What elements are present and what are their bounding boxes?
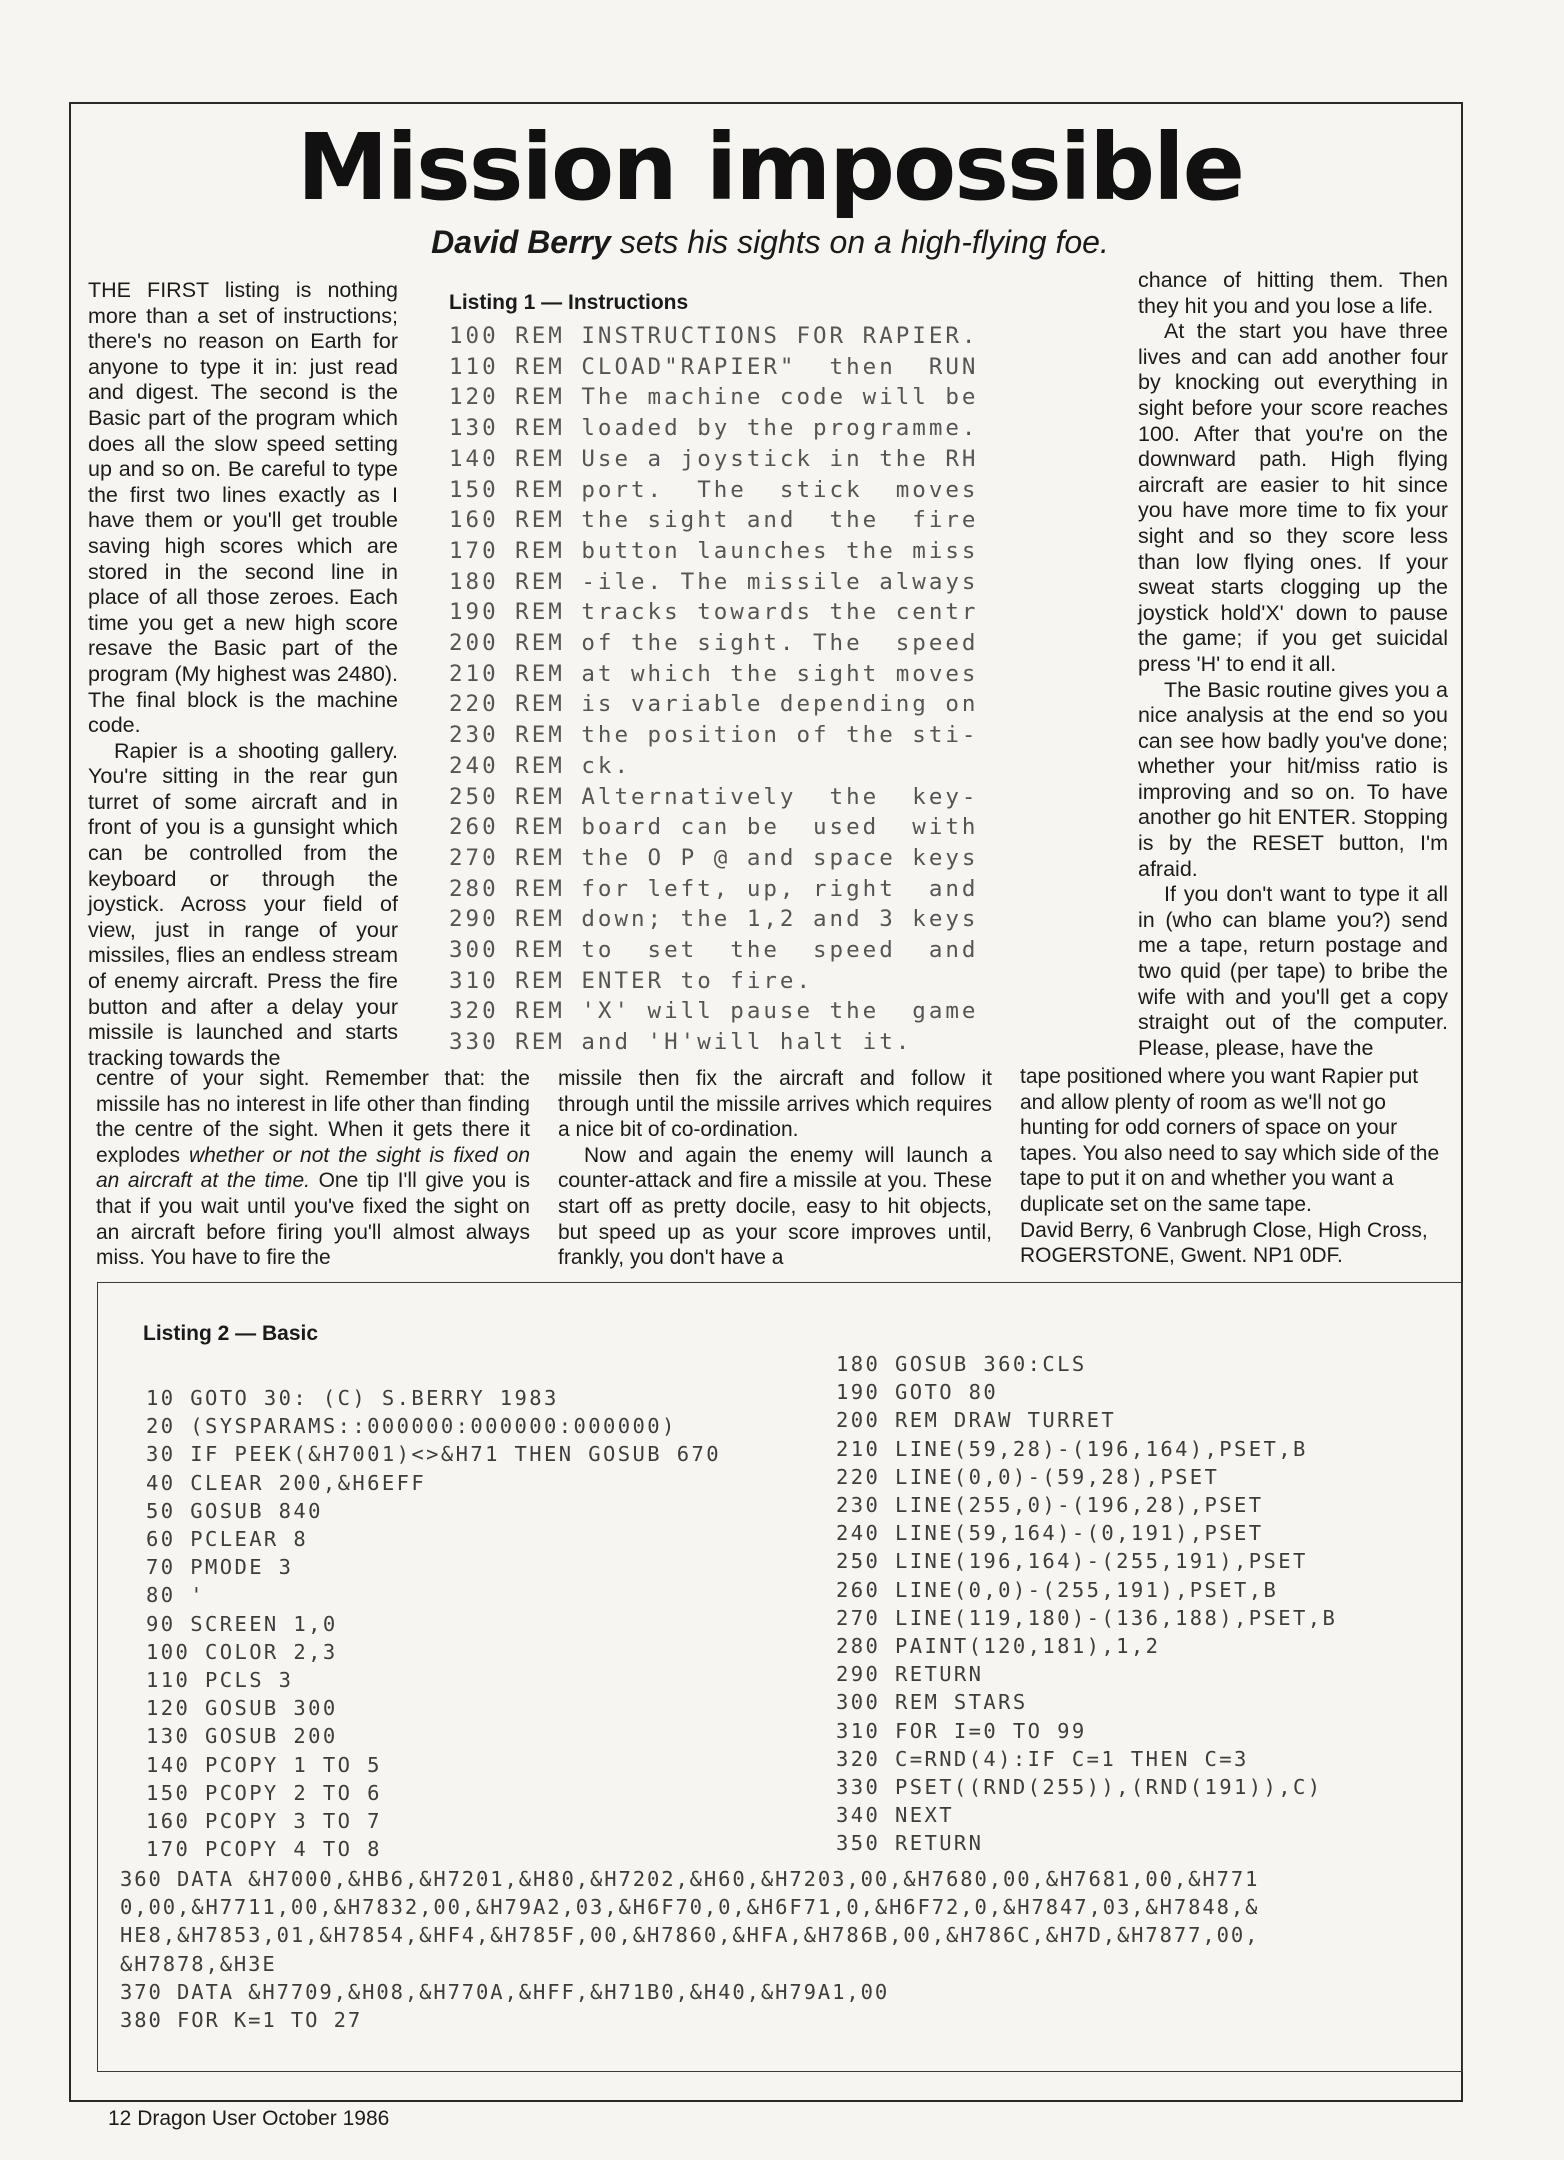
paragraph: Rapier is a shooting gallery. You're sitting in the rear gun turret of some aircraft and in front of you is a gunsight which can be controlled from the keyboard or through the joystick. Across your field of view, just in range of your missiles, flies an endless stream of enemy aircraft. Press the fire button and after a delay your missile is launched and starts tracking towards the xyxy=(88,738,398,1070)
code-line: 340 NEXT xyxy=(836,1803,954,1828)
subtitle-text: sets his sights on a high-flying foe. xyxy=(610,224,1109,260)
code-line: 110 PCLS 3 xyxy=(146,1668,294,1693)
text-span: One tip I'll give you is that if you wait until you've fixed the sight on an aircraft before firing you'll almost always miss. You have to fire the xyxy=(96,1169,530,1270)
code-line: 240 LINE(59,164)-(0,191),PSET xyxy=(836,1521,1264,1546)
code-line: 20 (SYSPARAMS::000000:000000:000000) xyxy=(146,1414,677,1439)
code-line: 310 FOR I=0 TO 99 xyxy=(836,1718,1087,1743)
listing-2-right-code xyxy=(836,1350,1337,1858)
code-line: 180 GOSUB 360:CLS xyxy=(836,1352,1087,1376)
code-line: 90 SCREEN 1,0 xyxy=(146,1611,338,1636)
code-line: &H7878,&H3E xyxy=(120,1951,277,1976)
code-line: 280 REM for left, up, right and xyxy=(449,875,979,902)
column-1-lower xyxy=(96,1066,530,1271)
paragraph: At the start you have three lives and can add another four by knocking out everything in sight before your score reaches 100. After that you're on the downward path. High flying aircraft are easier to hit since you have more time to fix your sight and so they score less than low flying ones. If your sweat starts clogging up the joystick hold'X' down to pause the game; if you get suicidal press 'H' to end it all. xyxy=(1138,319,1448,676)
code-line: 60 PCLEAR 8 xyxy=(146,1527,309,1552)
code-line: 270 LINE(119,180)-(136,188),PSET,B xyxy=(836,1605,1338,1630)
paragraph: The Basic routine gives you a nice analysis at the end so you can see how badly you've done; whether your hit/miss ratio is improving and so on. To have another go hit ENTER. Stopping is by the RESET button, I'm afraid. xyxy=(1138,677,1448,881)
code-line: 300 REM to set the speed and xyxy=(449,937,979,964)
code-line: 160 REM the sight and the fire xyxy=(449,507,979,534)
code-line: 190 REM tracks towards the centr xyxy=(449,599,979,626)
code-line: 270 REM the O P @ and space keys xyxy=(449,844,979,871)
listing-1-code xyxy=(449,321,978,1058)
code-line: 290 REM down; the 1,2 and 3 keys xyxy=(449,906,979,933)
code-line: 320 REM 'X' will pause the game xyxy=(449,998,979,1025)
code-line: 160 PCOPY 3 TO 7 xyxy=(146,1809,382,1834)
code-line: 300 REM STARS xyxy=(836,1690,1028,1715)
code-line: 370 DATA &H7709,&H08,&H770A,&HFF,&H71B0,&H40,&H79A1,00 xyxy=(120,1979,890,2004)
code-line: 10 GOTO 30: (C) S.BERRY 1983 xyxy=(146,1386,559,1410)
code-line: 250 REM Alternatively the key- xyxy=(449,783,979,810)
code-line: 130 GOSUB 200 xyxy=(146,1724,338,1749)
author-name: David Berry xyxy=(431,224,611,260)
code-line: 140 PCOPY 1 TO 5 xyxy=(146,1752,382,1777)
code-line: 100 COLOR 2,3 xyxy=(146,1639,338,1664)
article-subtitle xyxy=(0,224,1540,261)
code-line: 250 LINE(196,164)-(255,191),PSET xyxy=(836,1549,1308,1574)
code-line: 380 FOR K=1 TO 27 xyxy=(120,2008,363,2033)
code-line: 330 REM and 'H'will halt it. xyxy=(449,1029,913,1056)
code-line: 80 ' xyxy=(146,1583,205,1608)
listing-2-left xyxy=(146,1384,721,1863)
italic-text: whether or not the sight is fixed on an aircraft at the time. xyxy=(96,1143,530,1193)
code-line: 230 REM the position of the sti- xyxy=(449,722,979,749)
code-line: 350 RETURN xyxy=(836,1831,984,1856)
listing-2-right xyxy=(836,1350,1337,1858)
listing-2-title: Listing 2 — Basic xyxy=(143,1322,319,1345)
article-title: Mission impossible xyxy=(296,114,1244,221)
code-line: 140 REM Use a joystick in the RH xyxy=(449,445,979,472)
author-address: David Berry, 6 Vanbrugh Close, High Cross, ROGERSTONE, Gwent. NP1 0DF. xyxy=(1020,1218,1428,1268)
column-3-upper xyxy=(1138,268,1448,1061)
code-line: 30 IF PEEK(&H7001)<>&H71 THEN GOSUB 670 xyxy=(146,1442,721,1467)
listing-1 xyxy=(449,321,978,1058)
code-line: 320 C=RND(4):IF C=1 THEN C=3 xyxy=(836,1746,1249,1771)
listing-2-left-code xyxy=(146,1384,721,1863)
listing-1-title: Listing 1 — Instructions xyxy=(449,291,689,314)
paragraph: chance of hitting them. Then they hit you and you lose a life. xyxy=(1138,268,1448,318)
code-line: 280 PAINT(120,181),1,2 xyxy=(836,1634,1161,1659)
column-2-lower xyxy=(558,1066,992,1271)
code-line: 180 REM -ile. The missile always xyxy=(449,568,979,595)
column-1-upper xyxy=(88,278,398,1071)
code-line: 210 LINE(59,28)-(196,164),PSET,B xyxy=(836,1436,1308,1461)
text-span: centre of your sight. Remember that: the missile has no interest in life other than finding the centre of the sight. When it gets there it explodes xyxy=(96,1067,530,1167)
code-line: 50 GOSUB 840 xyxy=(146,1498,323,1523)
code-line: 190 GOTO 80 xyxy=(836,1380,999,1405)
code-line: 100 REM INSTRUCTIONS FOR RAPIER. xyxy=(449,323,979,349)
code-line: 70 PMODE 3 xyxy=(146,1555,294,1580)
column-3-lower xyxy=(1020,1064,1456,1269)
code-line: 200 REM of the sight. The speed xyxy=(449,630,979,657)
paragraph: THE FIRST listing is nothing more than a set of instructions; there's no reason on Earth for anyone to type it in: just read and digest. The second is the Basic part of the program which does all the slow speed setting up and so on. Be careful to type the first two lines exactly as I have them or you'll get trouble saving high scores which are stored in the second line in place of all those zeroes. Each time you get a new high score resave the Basic part of the program (My highest was 2480). The final block is the machine code. xyxy=(88,278,398,738)
code-line: 0,00,&H7711,00,&H7832,00,&H79A2,03,&H6F70,0,&H6F71,0,&H6F72,0,&H7847,03,&H7848,& xyxy=(120,1895,1260,1920)
paragraph: missile then fix the aircraft and follow it through until the missile arrives which requires a nice bit of co-ordination. xyxy=(558,1067,992,1142)
code-line: 120 GOSUB 300 xyxy=(146,1696,338,1721)
page-footer: 12 Dragon User October 1986 xyxy=(108,2107,390,2130)
code-line: 230 LINE(255,0)-(196,28),PSET xyxy=(836,1493,1264,1518)
code-line: 330 PSET((RND(255)),(RND(191)),C) xyxy=(836,1775,1323,1800)
paragraph: Now and again the enemy will launch a counter-attack and fire a missile at you. These start off as pretty docile, easy to hit objects, but speed up as your score improves until, frankly, you don't have a xyxy=(558,1143,992,1270)
code-line: 220 LINE(0,0)-(59,28),PSET xyxy=(836,1464,1220,1489)
code-line: 130 REM loaded by the programme. xyxy=(449,415,979,442)
code-line: 220 REM is variable depending on xyxy=(449,691,979,718)
paragraph: tape positioned where you want Rapier put and allow plenty of room as we'll not go hunting for odd corners of space on your tapes. You also need to say which side of the tape to put it on and whether you want a duplicate set on the same tape. xyxy=(1020,1065,1440,1216)
code-line: 290 RETURN xyxy=(836,1662,984,1687)
code-line: 360 DATA &H7000,&HB6,&H7201,&H80,&H7202,&H60,&H7203,00,&H7680,00,&H7681,00,&H771 xyxy=(120,1867,1260,1891)
code-line: 240 REM ck. xyxy=(449,752,632,779)
code-line: 200 REM DRAW TURRET xyxy=(836,1408,1117,1433)
paragraph: If you don't want to type it all in (who can blame you?) send me a tape, return postage and two quid (per tape) to bribe the wife with and you'll get a copy straight out of the computer. Please, please, have the xyxy=(1138,882,1448,1060)
listing-2-bottom xyxy=(120,1865,1259,2034)
code-line: 150 PCOPY 2 TO 6 xyxy=(146,1780,382,1805)
code-line: HE8,&H7853,01,&H7854,&HF4,&H785F,00,&H7860,&HFA,&H786B,00,&H786C,&H7D,&H7877,00, xyxy=(120,1923,1260,1948)
code-line: 260 REM board can be used with xyxy=(449,814,979,841)
code-line: 170 REM button launches the miss xyxy=(449,537,979,564)
code-line: 310 REM ENTER to fire. xyxy=(449,967,814,994)
code-line: 110 REM CLOAD"RAPIER" then RUN xyxy=(449,353,979,380)
code-line: 260 LINE(0,0)-(255,191),PSET,B xyxy=(836,1577,1279,1602)
code-line: 40 CLEAR 200,&H6EFF xyxy=(146,1470,427,1495)
code-line: 120 REM The machine code will be xyxy=(449,384,979,411)
paragraph xyxy=(96,1066,530,1271)
listing-2-bottom-code xyxy=(120,1865,1259,2034)
code-line: 170 PCOPY 4 TO 8 xyxy=(146,1837,382,1862)
code-line: 210 REM at which the sight moves xyxy=(449,660,979,687)
code-line: 150 REM port. The stick moves xyxy=(449,476,979,503)
